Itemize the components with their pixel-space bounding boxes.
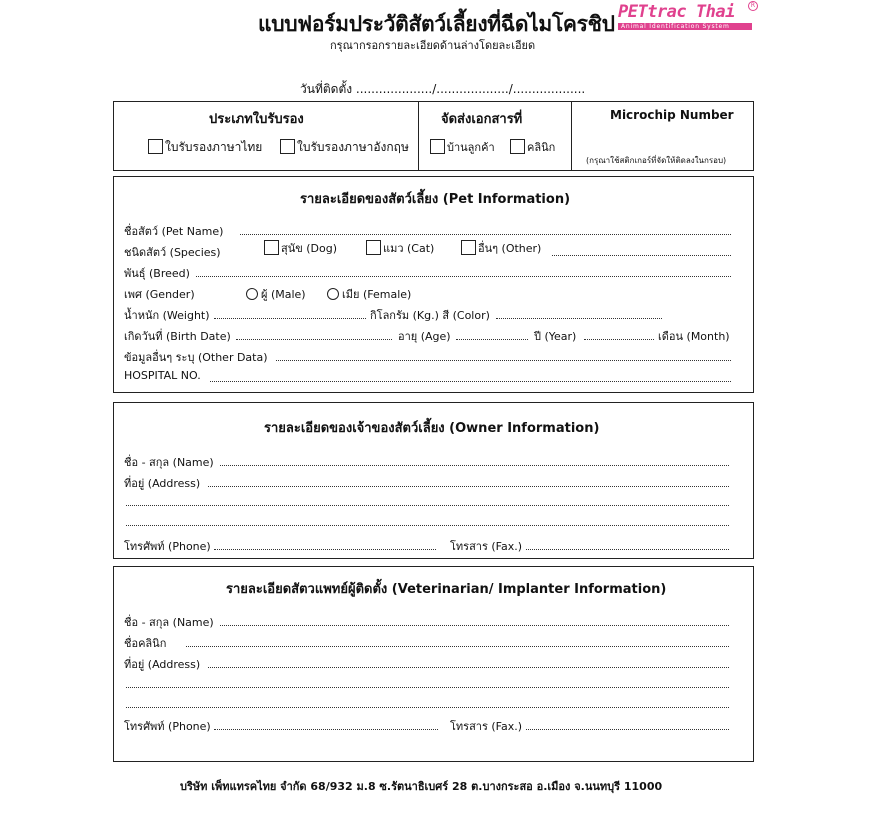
- species-other-checkbox[interactable]: [461, 240, 476, 255]
- breed-field[interactable]: [196, 276, 731, 277]
- pettrac-logo: [618, 2, 756, 30]
- species-cat-label: แมว (Cat): [383, 242, 435, 255]
- vet-address-field-1[interactable]: [208, 667, 729, 668]
- delivery-heading: จัดส่งเอกสารที่: [441, 112, 523, 127]
- owner-fax-label: โทรสาร (Fax.): [450, 540, 523, 553]
- pet-info-heading: รายละเอียดของสัตว์เลี้ยง (Pet Information): [300, 192, 571, 207]
- microchip-note: (กรุณาใช้สติกเกอร์ที่จัดให้ติดลงในกรอบ): [586, 156, 727, 165]
- gender-male-label: ผู้ (Male): [261, 288, 306, 301]
- logo-text: PETtrac Thai: [618, 2, 735, 22]
- color-field[interactable]: [496, 318, 662, 319]
- age-label: อายุ (Age): [398, 330, 451, 343]
- cert-type-cell: [114, 102, 419, 170]
- vet-address-label: ที่อยู่ (Address): [124, 658, 201, 671]
- weight-unit-color-label: กิโลกรัม (Kg.) สี (Color): [370, 309, 490, 322]
- hospital-no-label: HOSPITAL NO.: [124, 369, 201, 382]
- delivery-home-checkbox[interactable]: [430, 139, 445, 154]
- species-cat-option[interactable]: [366, 239, 434, 257]
- year-label: ปี (Year): [534, 330, 577, 343]
- species-cat-checkbox[interactable]: [366, 240, 381, 255]
- owner-name-label: ชื่อ - สกุล (Name): [124, 456, 214, 469]
- cert-thai-option[interactable]: [148, 138, 262, 157]
- species-label: ชนิดสัตว์ (Species): [124, 246, 221, 259]
- microchip-heading: Microchip Number: [610, 108, 734, 122]
- cert-english-option[interactable]: [280, 138, 409, 157]
- pet-name-label: ชื่อสัตว์ (Pet Name): [124, 225, 224, 238]
- delivery-clinic-option[interactable]: [510, 138, 555, 156]
- vet-fax-field[interactable]: [526, 729, 729, 730]
- vet-phone-field[interactable]: [214, 729, 438, 730]
- install-date-label: วันที่ติดตั้ง: [300, 82, 353, 96]
- gender-male-option[interactable]: [246, 285, 306, 303]
- age-year-field[interactable]: [456, 339, 528, 340]
- breed-label: พันธุ์ (Breed): [124, 267, 190, 280]
- owner-info-section: [113, 402, 754, 559]
- species-other-label: อื่นๆ (Other): [478, 242, 542, 255]
- gender-male-radio[interactable]: [246, 288, 258, 300]
- pet-name-field[interactable]: [240, 234, 731, 235]
- delivery-clinic-checkbox[interactable]: [510, 139, 525, 154]
- top-options-table: [113, 101, 754, 171]
- gender-female-option[interactable]: [327, 285, 411, 303]
- species-dog-option[interactable]: [264, 239, 337, 257]
- birth-date-field[interactable]: [236, 339, 392, 340]
- vet-info-heading: รายละเอียดสัตวแพทย์ผู้ติดตั้ง (Veterinarian/ Implanter Information): [226, 582, 667, 597]
- cert-thai-label: ใบรับรองภาษาไทย: [165, 140, 263, 154]
- delivery-home-option[interactable]: [430, 138, 495, 156]
- species-dog-label: สุนัข (Dog): [281, 242, 338, 255]
- vet-info-section: [113, 566, 754, 762]
- vet-address-field-3[interactable]: [126, 707, 729, 708]
- weight-field[interactable]: [214, 318, 366, 319]
- weight-label: น้ำหนัก (Weight): [124, 309, 210, 322]
- cert-english-label: ใบรับรองภาษาอังกฤษ: [297, 140, 409, 154]
- delivery-cell: [419, 102, 572, 170]
- species-other-option[interactable]: [461, 239, 541, 257]
- cert-english-checkbox[interactable]: [280, 139, 295, 154]
- vet-name-label: ชื่อ - สกุล (Name): [124, 616, 214, 629]
- vet-fax-label: โทรสาร (Fax.): [450, 720, 523, 733]
- owner-phone-field[interactable]: [214, 549, 436, 550]
- owner-address-field-2[interactable]: [126, 505, 729, 506]
- owner-phone-label: โทรศัพท์ (Phone): [124, 540, 211, 553]
- vet-clinic-label: ชื่อคลินิก: [124, 637, 167, 650]
- form-title: แบบฟอร์มประวัติสัตว์เลี้ยงที่ฉีดไมโครชิป: [258, 12, 615, 36]
- owner-address-field-3[interactable]: [126, 525, 729, 526]
- owner-address-label: ที่อยู่ (Address): [124, 477, 201, 490]
- month-label: เดือน (Month): [658, 330, 730, 343]
- microchip-cell[interactable]: [572, 102, 753, 170]
- gender-female-label: เมีย (Female): [342, 288, 412, 301]
- hospital-no-field[interactable]: [210, 381, 731, 382]
- owner-fax-field[interactable]: [526, 549, 729, 550]
- species-dog-checkbox[interactable]: [264, 240, 279, 255]
- delivery-home-label: บ้านลูกค้า: [447, 141, 495, 154]
- cert-type-heading: ประเภทใบรับรอง: [209, 112, 304, 127]
- cert-thai-checkbox[interactable]: [148, 139, 163, 154]
- owner-name-field[interactable]: [220, 465, 729, 466]
- pet-info-section: [113, 176, 754, 393]
- delivery-clinic-label: คลินิก: [527, 141, 556, 154]
- species-other-field[interactable]: [552, 255, 731, 256]
- other-data-field[interactable]: [276, 360, 731, 361]
- logo-tagline: Animal Identification System: [618, 23, 752, 30]
- other-data-label: ข้อมูลอื่นๆ ระบุ (Other Data): [124, 351, 268, 364]
- owner-address-field-1[interactable]: [208, 486, 729, 487]
- vet-clinic-field[interactable]: [186, 646, 729, 647]
- age-month-field[interactable]: [584, 339, 654, 340]
- registered-mark-icon: R: [748, 1, 758, 11]
- vet-name-field[interactable]: [220, 625, 729, 626]
- birth-date-label: เกิดวันที่ (Birth Date): [124, 330, 231, 343]
- gender-female-radio[interactable]: [327, 288, 339, 300]
- install-date-row[interactable]: [300, 80, 585, 99]
- gender-label: เพศ (Gender): [124, 288, 195, 301]
- install-date-field[interactable]: ..................../.................../...................: [355, 82, 586, 96]
- vet-address-field-2[interactable]: [126, 687, 729, 688]
- form-subtitle: กรุณากรอกรายละเอียดด้านล่างโดยละเอียด: [330, 39, 536, 52]
- company-address-footer: บริษัท เพ็ทแทรคไทย จำกัด 68/932 ม.8 ซ.รัตนาธิเบศร์ 28 ต.บางกระสอ อ.เมือง จ.นนทบุรี 11000: [180, 780, 663, 793]
- vet-phone-label: โทรศัพท์ (Phone): [124, 720, 211, 733]
- owner-info-heading: รายละเอียดของเจ้าของสัตว์เลี้ยง (Owner Information): [264, 421, 600, 436]
